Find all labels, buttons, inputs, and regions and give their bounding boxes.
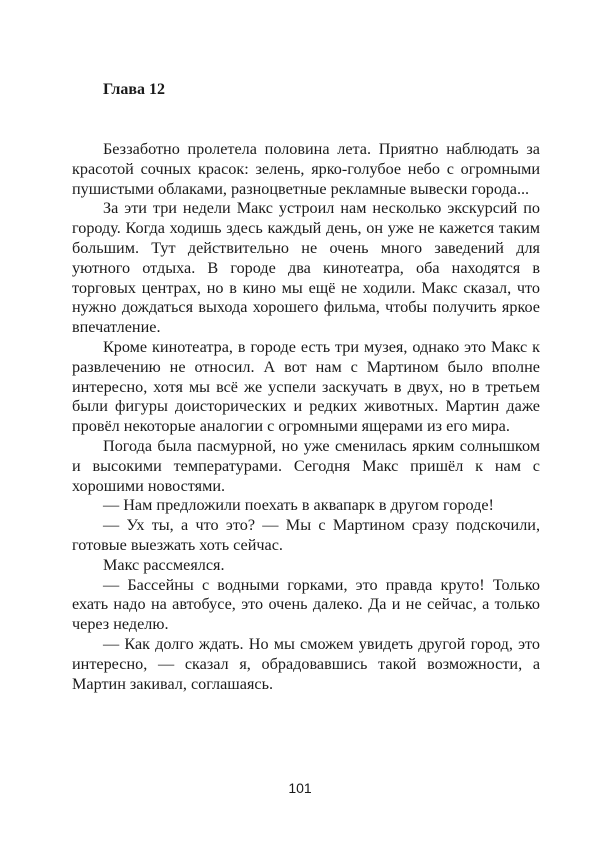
page-number: 101 — [288, 780, 312, 796]
dialogue-line: — Как долго ждать. Но мы сможем увидеть другой город, это интересно, — сказал я, обрадовавшись такой возможности, а Мартин закивал, соглашаясь. — [72, 634, 540, 693]
chapter-title: Глава 12 — [103, 81, 165, 98]
paragraph: За эти три недели Макс устроил нам несколько экскурсий по городу. Когда ходишь здесь каждый день, он уже не кажется таким большим. Тут действительно не очень много заведений для уютного отдыха. В городе два кинотеатра, оба находятся в торговых центрах, но в кино мы ещё не ходили. Макс сказал, что нужно дождаться выхода хорошего фильма, чтобы получить яркое впечатление. — [72, 199, 540, 337]
paragraph: Кроме кинотеатра, в городе есть три музея, однако это Макс к развлечению не относил. А вот нам с Мартином было вполне интересно, хотя мы всё же успели заскучать в двух, но в третьем были фигуры доисторических и редких животных. Мартин даже провёл некоторые аналогии с огромными ящерами из его мира. — [72, 337, 540, 436]
paragraph: Макс рассмеялся. — [103, 555, 225, 574]
dialogue-line: — Бассейны с водными горками, это правда круто! Только ехать надо на автобусе, это очень далеко. Да и не сейчас, а только через неделю. — [72, 575, 540, 634]
dialogue-line: — Нам предложили поехать в аквапарк в другом городе! — [103, 496, 494, 515]
paragraph: Беззаботно пролетела половина лета. Приятно наблюдать за красотой сочных красок: зелень, ярко-голубое небо с огромными пушистыми облаками, разноцветные рекламные вывески города... — [72, 140, 540, 198]
chapter-body — [72, 140, 540, 694]
paragraph: Погода была пасмурной, но уже сменилась ярким солнышком и высокими температурами. Сегодня Макс пришёл к нам с хорошими новостями. — [72, 436, 540, 495]
dialogue-line: — Ух ты, а что это? — Мы с Мартином сразу подскочили, готовые выезжать хоть сейчас. — [72, 516, 540, 554]
